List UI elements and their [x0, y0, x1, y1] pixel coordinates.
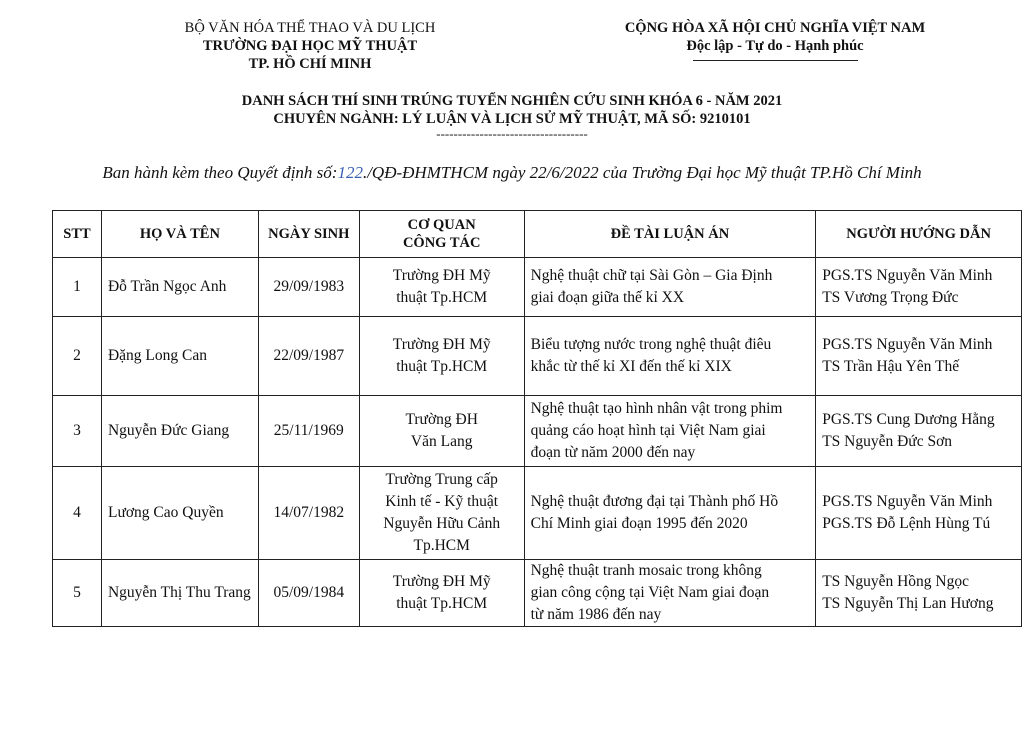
advisor-line: TS Nguyễn Thị Lan Hương	[822, 595, 994, 612]
cell-stt: 1	[53, 258, 102, 317]
cell-topic	[524, 317, 816, 396]
org-line: Trường ĐH Mỹ	[392, 267, 491, 284]
cell-topic	[524, 467, 816, 560]
table-row	[53, 467, 1022, 560]
org-line: Trường Trung cấp	[385, 471, 498, 488]
org-line: thuật Tp.HCM	[396, 595, 488, 612]
topic-line: giai đoạn giữa thế kỉ XX	[530, 289, 685, 306]
cell-stt: 4	[53, 467, 102, 560]
org-line: thuật Tp.HCM	[396, 289, 488, 306]
issued-suffix: ./QĐ-ĐHMTHCM ngày 22/6/2022 của Trường Đại học Mỹ thuật TP.Hồ Chí Minh	[362, 163, 922, 182]
university-name: TRƯỜNG ĐẠI HỌC MỸ THUẬT	[202, 38, 418, 54]
country-name: CỘNG HÒA XÃ HỘI CHỦ NGHĨA VIỆT NAM	[624, 20, 926, 36]
advisor-line: PGS.TS Nguyễn Văn Minh	[822, 267, 993, 284]
org-line: Trường ĐH Mỹ	[392, 336, 491, 353]
col-org-line-2: CÔNG TÁC	[402, 235, 481, 251]
col-topic: ĐỀ TÀI LUẬN ÁN	[524, 211, 816, 258]
cell-stt: 2	[53, 317, 102, 396]
advisor-line: TS Vương Trọng Đức	[822, 289, 959, 306]
motto-underline	[693, 60, 858, 61]
issued-note	[0, 162, 1024, 184]
cell-advisor	[816, 317, 1022, 396]
cell-advisor	[816, 467, 1022, 560]
advisor-line: PGS.TS Đỗ Lệnh Hùng Tú	[822, 515, 991, 532]
col-dob: NGÀY SINH	[258, 211, 359, 258]
title-line-2: CHUYÊN NGÀNH: LÝ LUẬN VÀ LỊCH SỬ MỸ THUẬT, MÃ SỐ: 9210101	[273, 111, 751, 127]
cell-topic	[524, 396, 816, 467]
org-line: Tp.HCM	[413, 537, 470, 554]
table-row	[53, 317, 1022, 396]
advisor-line: TS Nguyễn Đức Sơn	[822, 433, 953, 450]
org-line: Trường ĐH Mỹ	[392, 573, 491, 590]
org-line: thuật Tp.HCM	[396, 358, 488, 375]
title-line-1: DANH SÁCH THÍ SINH TRÚNG TUYỂN NGHIÊN CỨU SINH KHÓA 6 - NĂM 2021	[241, 93, 783, 109]
topic-line: khắc từ thế kỉ XI đến thế kỉ XIX	[530, 358, 732, 375]
advisor-line: PGS.TS Nguyễn Văn Minh	[822, 493, 993, 510]
org-line: Văn Lang	[410, 433, 473, 450]
topic-line: Biểu tượng nước trong nghệ thuật điêu	[530, 336, 772, 353]
advisor-line: TS Nguyễn Hồng Ngọc	[822, 573, 970, 590]
table-header-row	[53, 211, 1022, 258]
title-separator: -----------------------------------	[436, 126, 588, 141]
table-row	[53, 396, 1022, 467]
motto: Độc lập - Tự do - Hạnh phúc	[686, 38, 864, 54]
topic-line: Chí Minh giai đoạn 1995 đến 2020	[530, 515, 748, 532]
cell-name: Đỗ Trần Ngọc Anh	[101, 258, 258, 317]
cell-advisor	[816, 258, 1022, 317]
col-name: HỌ VÀ TÊN	[101, 211, 258, 258]
cell-name: Nguyễn Đức Giang	[101, 396, 258, 467]
cell-org	[359, 396, 524, 467]
col-org	[359, 211, 524, 258]
org-line: Nguyễn Hữu Cảnh	[383, 515, 501, 532]
cell-topic	[524, 258, 816, 317]
advisor-line: PGS.TS Cung Dương Hằng	[822, 411, 995, 428]
cell-advisor	[816, 396, 1022, 467]
university-city: TP. HỒ CHÍ MINH	[248, 56, 372, 72]
org-line: Trường ĐH	[405, 411, 478, 428]
document-title	[0, 92, 1024, 140]
advisor-line: PGS.TS Nguyễn Văn Minh	[822, 336, 993, 353]
candidate-table	[52, 210, 1022, 627]
cell-stt: 5	[53, 560, 102, 627]
topic-line: Nghệ thuật đương đại tại Thành phố Hồ	[530, 493, 779, 510]
cell-org	[359, 258, 524, 317]
handwritten-number: 122	[337, 163, 363, 182]
cell-dob: 14/07/1982	[258, 467, 359, 560]
advisor-line: TS Trần Hậu Yên Thế	[822, 358, 960, 375]
ministry-name: BỘ VĂN HÓA THỂ THAO VÀ DU LỊCH	[184, 20, 436, 36]
table-row	[53, 258, 1022, 317]
cell-dob: 25/11/1969	[258, 396, 359, 467]
cell-dob: 05/09/1984	[258, 560, 359, 627]
cell-name: Nguyễn Thị Thu Trang	[101, 560, 258, 627]
topic-line: đoạn từ năm 2000 đến nay	[530, 444, 696, 461]
cell-org	[359, 317, 524, 396]
cell-dob: 29/09/1983	[258, 258, 359, 317]
cell-name: Đặng Long Can	[101, 317, 258, 396]
topic-line: quảng cáo hoạt hình tại Việt Nam giai	[530, 422, 766, 439]
col-org-line-1: CƠ QUAN	[407, 217, 476, 233]
header-left	[140, 19, 480, 73]
issued-prefix: Ban hành kèm theo Quyết định số:	[102, 163, 338, 182]
cell-advisor	[816, 560, 1022, 627]
table-row	[53, 560, 1022, 627]
topic-line: Nghệ thuật chữ tại Sài Gòn – Gia Định	[530, 267, 773, 284]
cell-name: Lương Cao Quyền	[101, 467, 258, 560]
col-advisor: NGƯỜI HƯỚNG DẪN	[816, 211, 1022, 258]
cell-stt: 3	[53, 396, 102, 467]
cell-org	[359, 467, 524, 560]
col-stt: STT	[53, 211, 102, 258]
cell-dob: 22/09/1987	[258, 317, 359, 396]
topic-line: Nghệ thuật tranh mosaic trong không	[530, 562, 762, 579]
topic-line: gian công cộng tại Việt Nam giai đoạn	[530, 584, 770, 601]
cell-org	[359, 560, 524, 627]
org-line: Kinh tế - Kỹ thuật	[385, 493, 499, 510]
topic-line: từ năm 1986 đến nay	[530, 606, 662, 623]
cell-topic	[524, 560, 816, 627]
topic-line: Nghệ thuật tạo hình nhân vật trong phim	[530, 400, 783, 417]
header-right	[595, 19, 955, 61]
